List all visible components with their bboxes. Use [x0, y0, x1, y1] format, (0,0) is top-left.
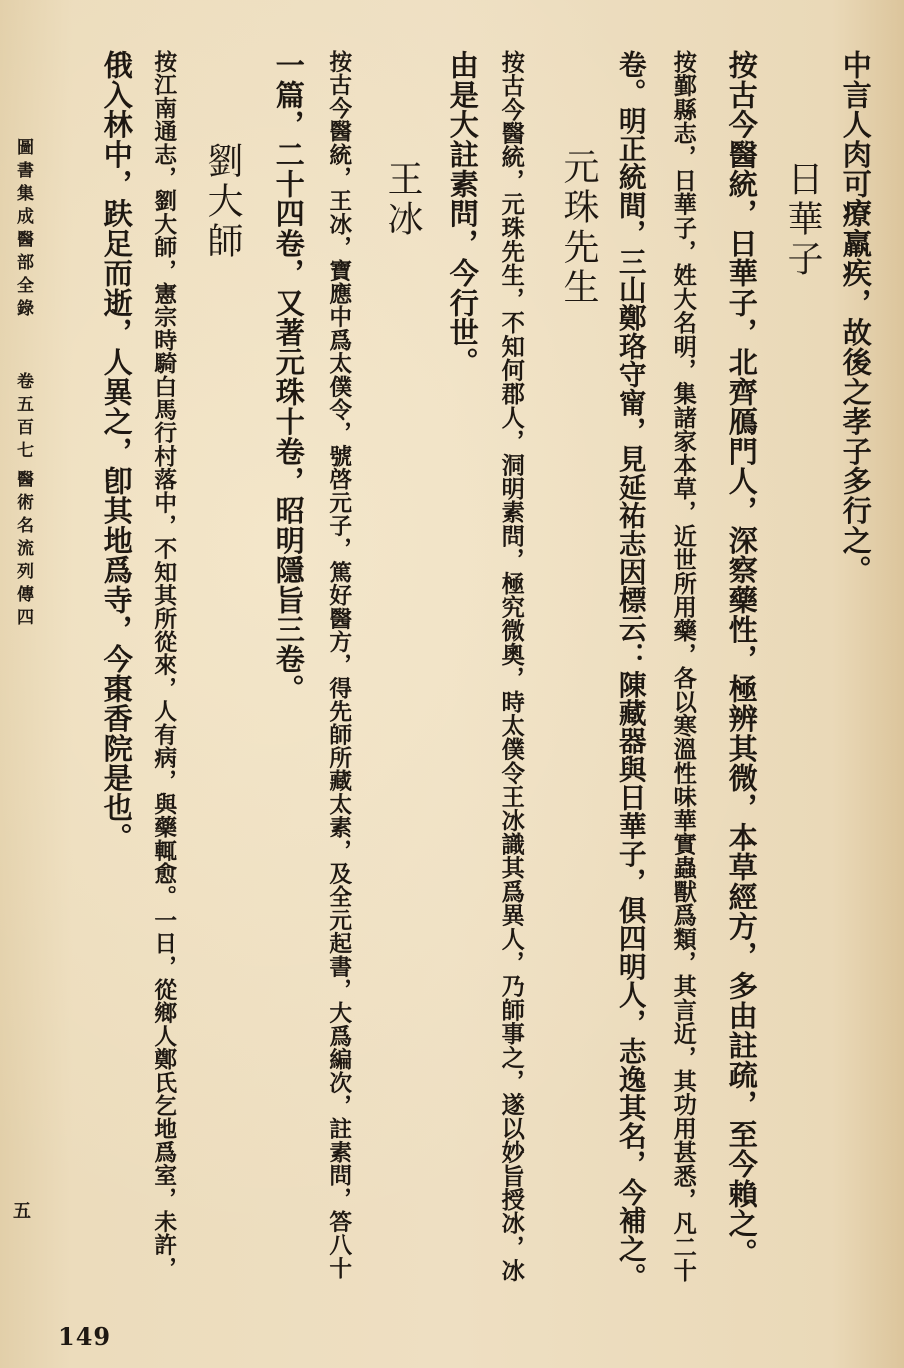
text-column: 按鄞縣志，日華子，姓大名明，集諸家本草，近世所用藥，各以寒溫性味華實蟲獸爲類，其言近，其功用甚悉，凡二十 — [669, 50, 697, 1283]
entry-heading: 劉大師 — [202, 142, 243, 262]
text-column: 俄入林中，趺足而逝，人異之，卽其地爲寺，今棗香院是也。 — [99, 50, 134, 852]
entry-heading: 王冰 — [382, 160, 423, 240]
page-number: 149 — [58, 1322, 112, 1351]
text-column: 卷。明正統間，三山鄭珞守甯，見延祐志因標云：陳藏器與日華子，俱四明人，志逸其名，今補之。 — [613, 50, 647, 1291]
margin-section: 醫術名流列傳四 — [13, 470, 33, 631]
entry-heading: 元珠先生 — [558, 148, 599, 308]
leaf-number: 五 — [13, 1201, 31, 1222]
text-column: 中言人肉可療羸疾，故後之孝子多行之。 — [838, 50, 873, 585]
text-column: 按古今醫統，王冰，寶應中爲太僕令，號啓元子，篤好醫方，得先師所藏太素，及全元起書，大爲編次，註素問，答八十 — [325, 50, 352, 1280]
text-column: 一篇，二十四卷，又著元珠十卷，昭明隱旨三卷。 — [271, 50, 306, 704]
text-column: 按古今醫統，元珠先生，不知何郡人，洞明素問，極究微奧，時太僕令王冰識其爲異人，乃師事之，遂以妙旨授冰，冰 — [497, 50, 525, 1283]
text-column: 按古今醫統，日華子，北齊鴈門人，深察藥性，極辨其微，本草經方，多由註疏，至今賴之。 — [724, 50, 759, 1268]
margin-volume: 卷五百七 — [13, 372, 33, 464]
margin-book-title: 圖書集成醫部全錄 — [13, 138, 33, 322]
entry-heading: 日華子 — [782, 160, 823, 280]
text-column: 由是大註素問，今行世。 — [445, 50, 480, 377]
text-column: 按江南通志，劉大師，憲宗時騎白馬行村落中，不知其所從來，人有病，與藥輒愈。一日，從鄉人鄭氏乞地爲室，未許， — [150, 50, 177, 1280]
